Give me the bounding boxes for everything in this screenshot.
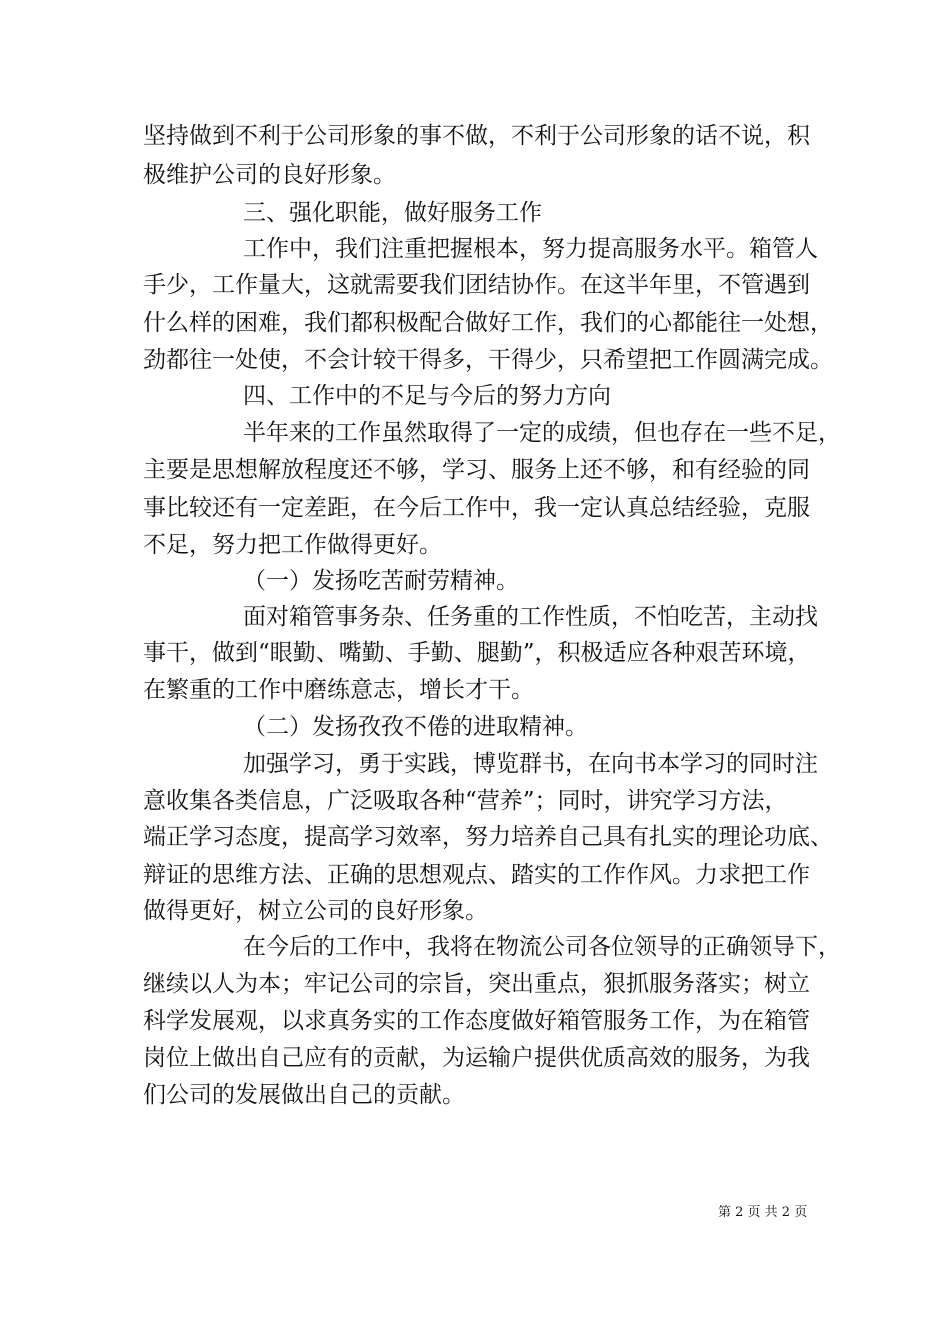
subsection-heading: （一）发扬吃苦耐劳精神。 (243, 568, 519, 594)
subsection-heading: （二）发扬孜孜不倦的进取精神。 (243, 714, 588, 740)
text-line: 科学发展观，以求真务实的工作态度做好箱管服务工作，为在箱管 (143, 1008, 810, 1034)
text-line: 事干，做到“眼勤、嘴勤、手勤、腿勤”，积极适应各种艰苦环境， (143, 640, 811, 666)
text-line: 端正学习态度，提高学习效率，努力培养自己具有扎实的理论功底、 (143, 824, 833, 850)
text-line: 在繁重的工作中磨练意志，增长才干。 (143, 677, 534, 703)
page-number-footer: 第 2 页 共 2 页 (718, 1205, 808, 1220)
text-line: 主要是思想解放程度还不够，学习、服务上还不够，和有经验的同 (143, 457, 810, 483)
section-heading: 四、工作中的不足与今后的努力方向 (243, 383, 611, 409)
text-line: 们公司的发展做出自己的贡献。 (143, 1082, 465, 1108)
text-line: 面对箱管事务杂、任务重的工作性质，不怕吃苦，主动找 (243, 604, 818, 630)
text-line: 手少，工作量大，这就需要我们团结协作。在这半年里，不管遇到 (143, 272, 810, 298)
text-line: 加强学习，勇于实践，博览群书，在向书本学习的同时注 (243, 751, 818, 777)
text-line: 做得更好，树立公司的良好形象。 (143, 898, 488, 924)
text-line: 半年来的工作虽然取得了一定的成绩，但也存在一些不足， (243, 420, 841, 446)
text-line: 辩证的思维方法、正确的思想观点、踏实的工作作风。力求把工作 (143, 862, 810, 888)
section-heading: 三、强化职能，做好服务工作 (243, 200, 542, 226)
text-line: 坚持做到不利于公司形象的事不做，不利于公司形象的话不说，积 (143, 123, 810, 149)
text-line: 事比较还有一定差距，在今后工作中，我一定认真总结经验，克服 (143, 495, 810, 521)
text-line: 极维护公司的良好形象。 (143, 162, 396, 188)
text-line: 岗位上做出自己应有的贡献，为运输户提供优质高效的服务，为我 (143, 1045, 810, 1071)
text-line: 在今后的工作中，我将在物流公司各位领导的正确领导下， (243, 934, 841, 960)
text-line: 工作中，我们注重把握根本，努力提高服务水平。箱管人 (243, 236, 818, 262)
text-line: 意收集各类信息，广泛吸取各种“营养”；同时，讲究学习方法， (143, 788, 788, 814)
text-line: 继续以人为本；牢记公司的宗旨，突出重点，狠抓服务落实；树立 (143, 971, 810, 997)
text-line: 什么样的困难，我们都积极配合做好工作，我们的心都能往一处想， (143, 310, 833, 336)
text-line: 不足，努力把工作做得更好。 (143, 532, 442, 558)
text-line: 劲都往一处使，不会计较干得多，干得少，只希望把工作圆满完成。 (143, 347, 833, 373)
